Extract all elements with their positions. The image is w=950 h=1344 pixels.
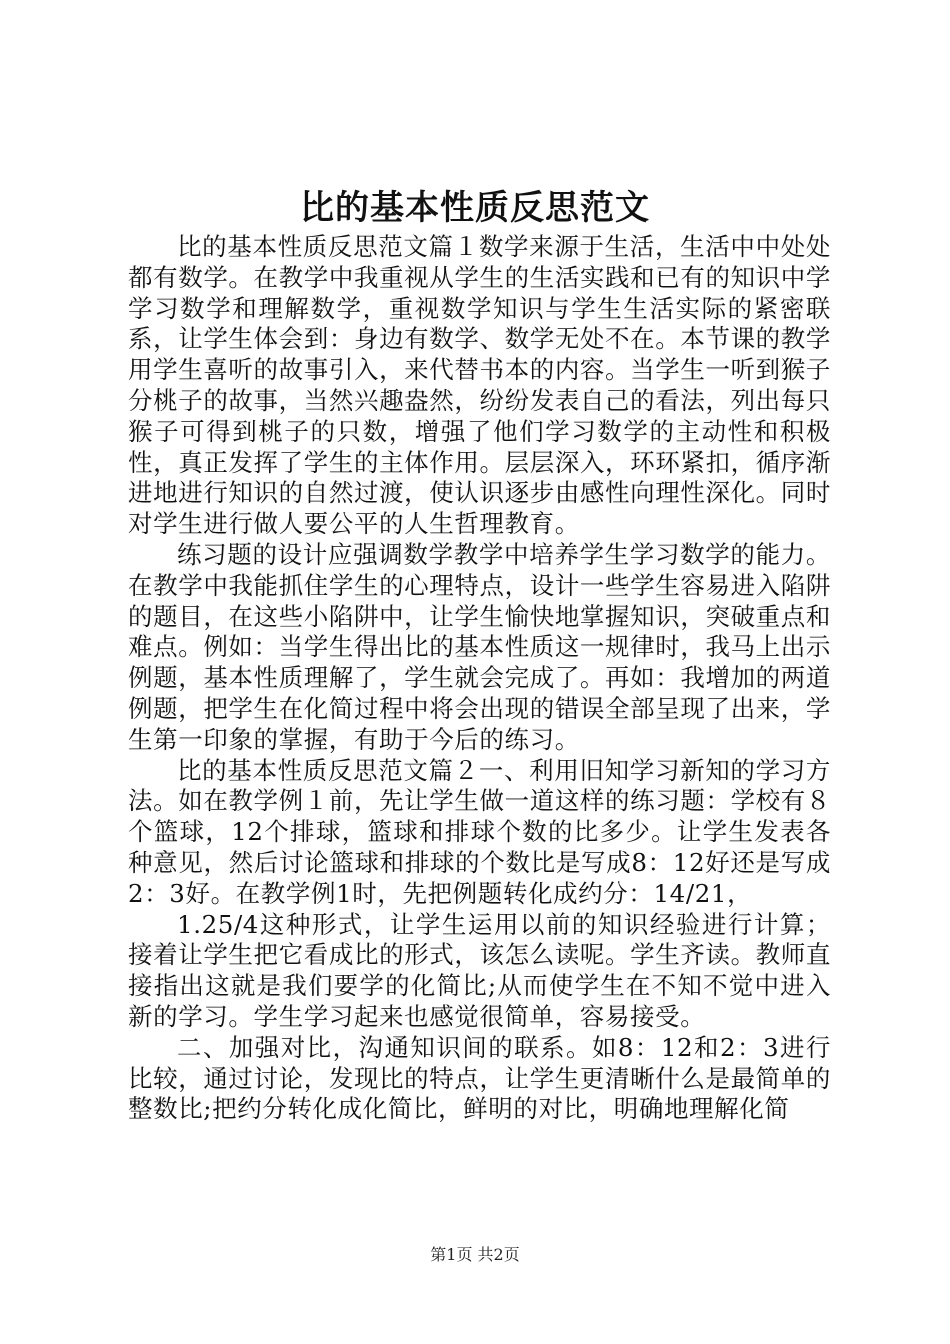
paragraph: 比的基本性质反思范文篇２一、利用旧知学习新知的学习方法。如在教学例１前，先让学生做一道这样的练习题：学校有８个篮球，12个排球，篮球和排球个数的比多少。让学生发表各种意见，然后讨论篮球和排球的个数比是写成8：12好还是写成2：3好。在教学例1时，先把例题转化成约分：14/21， <box>128 755 831 908</box>
paragraph: 比的基本性质反思范文篇１数学来源于生活，生活中中处处都有数学。在教学中我重视从学生的生活实践和已有的知识中学学习数学和理解数学，重视数学知识与学生生活实际的紧密联系，让学生体会到：身边有数学、数学无处不在。本节课的教学用学生喜听的故事引入，来代替书本的内容。当学生一听到猴子分桃子的故事，当然兴趣盎然，纷纷发表自己的看法，列出每只猴子可得到桃子的只数，增强了他们学习数学的主动性和积极性，真正发挥了学生的主体作用。层层深入，环环紧扣，循序渐进地进行知识的自然过渡，使认识逐步由感性向理性深化。同时对学生进行做人要公平的人生哲理教育。 <box>128 232 831 539</box>
paragraph: 练习题的设计应强调数学教学中培养学生学习数学的能力。在教学中我能抓住学生的心理特点，设计一些学生容易进入陷阱的题目，在这些小陷阱中，让学生愉快地掌握知识，突破重点和难点。例如：当学生得出比的基本性质这一规律时，我马上出示例题，基本性质理解了，学生就会完成了。再如：我增加的两道例题，把学生在化简过程中将会出现的错误全部呈现了出来，学生第一印象的掌握，有助于今后的练习。 <box>128 539 831 754</box>
paragraph: 二、加强对比，沟通知识间的联系。如8：12和2：3进行比较，通过讨论，发现比的特点，让学生更清晰什么是最简单的整数比;把约分转化成化简比，鲜明的对比，明确地理解化简 <box>128 1032 831 1124</box>
document-title: 比的基本性质反思范文 <box>300 188 650 228</box>
paragraph: 1.25/4这种形式，让学生运用以前的知识经验进行计算；接着让学生把它看成比的形式，该怎么读呢。学生齐读。教师直接指出这就是我们要学的化简比;从而使学生在不知不觉中进入新的学习。学生学习起来也感觉很简单，容易接受。 <box>128 909 831 1031</box>
document-body <box>128 232 831 1125</box>
page-number-footer: 第1页 共2页 <box>430 1245 520 1264</box>
